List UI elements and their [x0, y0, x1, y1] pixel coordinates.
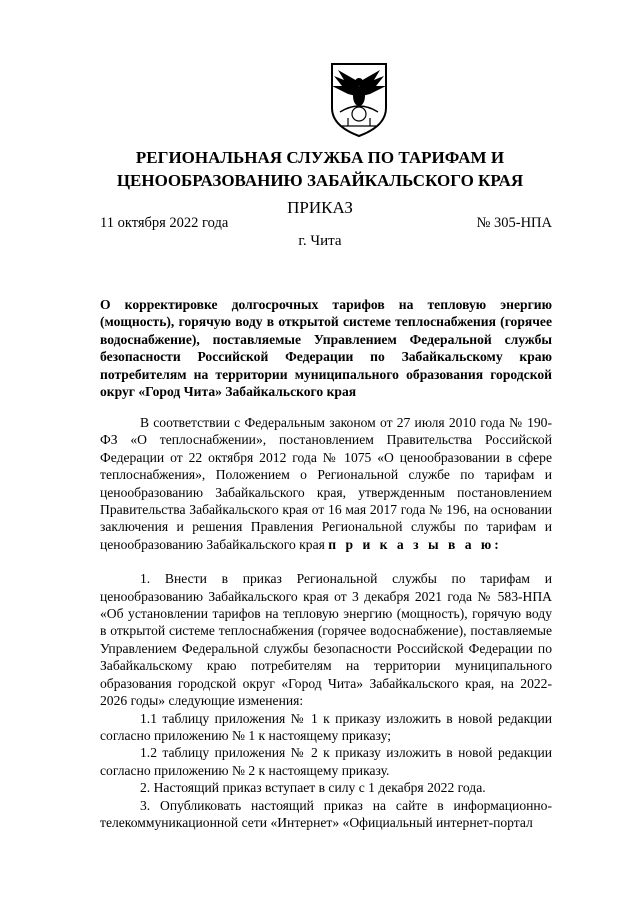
coat-of-arms-emblem: [326, 60, 392, 140]
organization-title: [100, 146, 540, 192]
item-2: 2. Настоящий приказ вступает в силу с 1 декабря 2022 года.: [140, 780, 486, 796]
organization-title-line2: ЦЕНООБРАЗОВАНИЮ ЗАБАЙКАЛЬСКОГО КРАЯ: [116, 171, 524, 190]
document-number: № 305-НПА: [476, 215, 552, 231]
item-1-1: 1.1 таблицу приложения № 1 к приказу изложить в новой редакции согласно приложению № 1 к настоящему приказу;: [100, 710, 552, 743]
document-type: ПРИКАЗ: [287, 198, 353, 217]
document-body: [100, 414, 552, 831]
organization-title-line1: РЕГИОНАЛЬНАЯ СЛУЖБА ПО ТАРИФАМ И: [135, 148, 505, 167]
document-city: г. Чита: [298, 233, 342, 249]
preamble-paragraph: [100, 414, 552, 553]
document-subject: О корректировке долгосрочных тарифов на тепловую энергию (мощность), горячую воду в открытой системе теплоснабжения (горячее водоснабжение), поставляемые Управлением Федеральной службы безопасности Российской Федерации по Забайкальскому краю потребителям на территории муниципального образования городской округ «Город Чита» Забайкальского края: [100, 297, 552, 400]
item-1: 1. Внести в приказ Региональной службы по тарифам и ценообразованию Забайкальского края от 3 декабря 2021 года № 583-НПА «Об установлении тарифов на тепловую энергию (мощность), горячую воду в открытой системе теплоснабжения (горячее водоснабжение), поставляемые Управлением Федеральной службы безопасности Российской Федерации по Забайкальскому краю потребителям на территории муниципального образования городской округ «Город Чита» Забайкальского края, на 2022-2026 годы» следующие изменения:: [100, 571, 552, 709]
item-1-2: 1.2 таблицу приложения № 2 к приказу изложить в новой редакции согласно приложению № 2 к настоящему приказу.: [100, 745, 552, 778]
item-3: 3. Опубликовать настоящий приказ на сайте в информационно-телекоммуникационной сети «Интернет» «Официальный интернет-портал: [100, 797, 552, 830]
decree-word: п р и к а з ы в а ю:: [328, 536, 502, 552]
preamble-text: В соответствии с Федеральным законом от 27 июля 2010 года № 190-ФЗ «О теплоснабжении», постановлением Правительства Российской Федерации от 22 октября 2012 года № 1075 «О ценообразовании в сфере теплоснабжения», Положением о Региональной службе по тарифам и ценообразованию Забайкальского края, утвержденным постановлением Правительства Забайкальского края от 16 мая 2017 года № 196, на основании заключения и решения Правления Региональной службы по тарифам и ценообразованию Забайкальского края: [100, 415, 552, 552]
document-date: 11 октября 2022 года: [100, 215, 229, 231]
